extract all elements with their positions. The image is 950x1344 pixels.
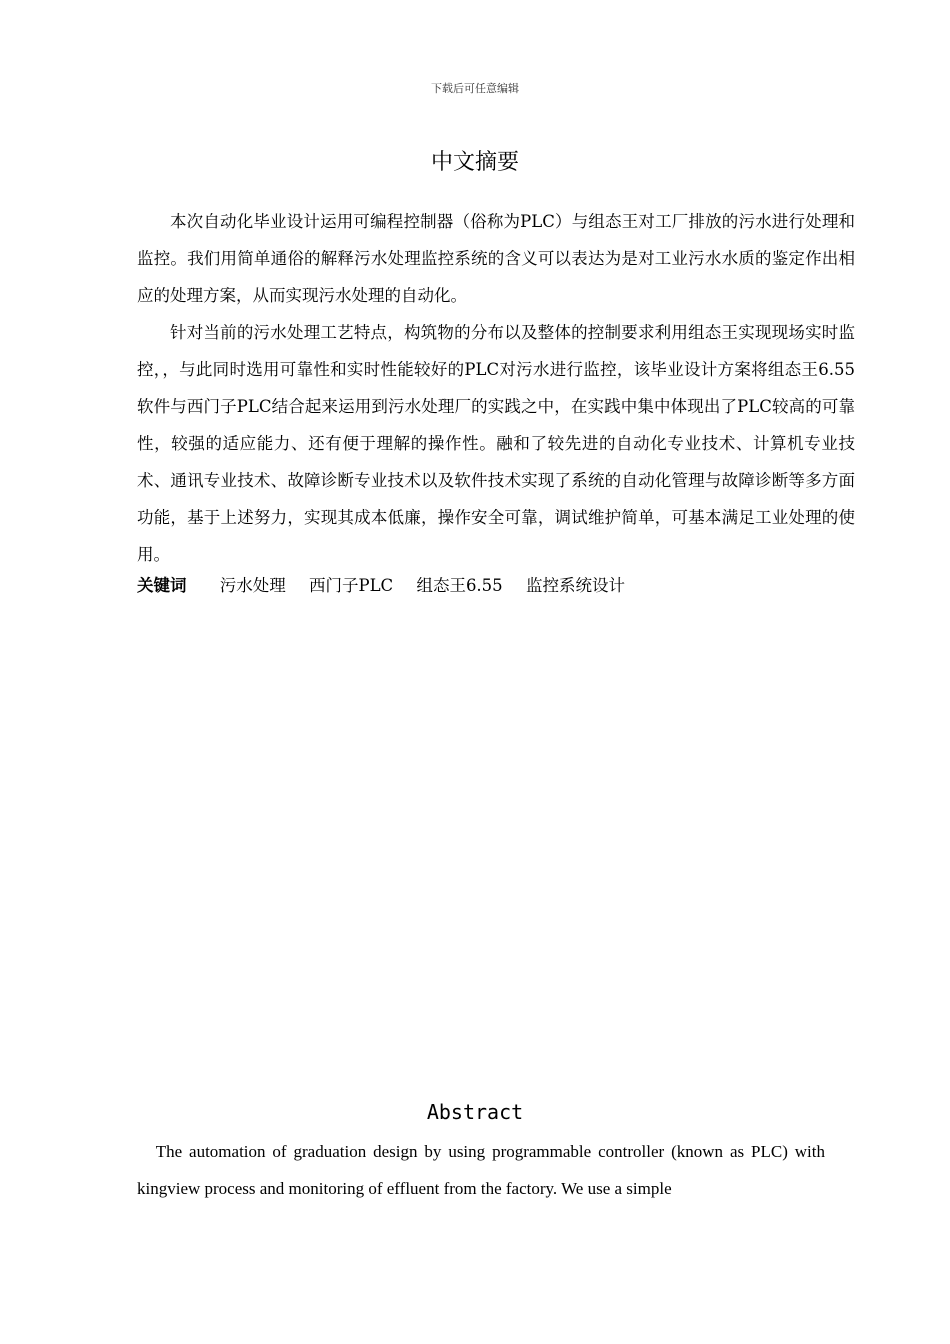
chinese-abstract-body (137, 203, 855, 573)
chinese-abstract-paragraph-1: 本次自动化毕业设计运用可编程控制器（俗称为PLC）与组态王对工厂排放的污水进行处理和监控。我们用简单通俗的解释污水处理监控系统的含义可以表达为是对工业污水水质的鉴定作出相应的处理方案，从而实现污水处理的自动化。 (137, 212, 855, 305)
english-abstract-title: Abstract (426, 1100, 524, 1124)
keyword-item: 监控系统设计 (525, 576, 625, 595)
chinese-abstract-title: 中文摘要 (430, 150, 519, 175)
keyword-item: 西门子PLC (309, 576, 394, 595)
english-abstract-body (137, 1133, 825, 1207)
header-note: 下载后可任意编辑 (431, 82, 519, 95)
keywords-line (137, 571, 855, 601)
chinese-abstract-paragraph-2: 针对当前的污水处理工艺特点，构筑物的分布以及整体的控制要求利用组态王实现现场实时监控，，与此同时选用可靠性和实时性能较好的PLC对污水进行监控，该毕业设计方案将组态王6.55软件与西门子PLC结合起来运用到污水处理厂的实践之中，在实践中集中体现出了PLC较高的可靠性，较强的适应能力、还有便于理解的操作性。融和了较先进的自动化专业技术、计算机专业技术、通讯专业技术、故障诊断专业技术以及软件技术实现了系统的自动化管理与故障诊断等多方面功能，基于上述努力，实现其成本低廉，操作安全可靠，调试维护简单，可基本满足工业处理的使用。 (137, 323, 855, 564)
keywords-label: 关键词 (137, 576, 187, 595)
keyword-item: 污水处理 (219, 576, 286, 595)
english-abstract-paragraph-1: The automation of graduation design by using programmable controller (known as PLC) with kingview process and monitoring of effluent from the factory. We use a simple (137, 1142, 825, 1198)
keyword-item: 组态王6.55 (416, 576, 503, 595)
